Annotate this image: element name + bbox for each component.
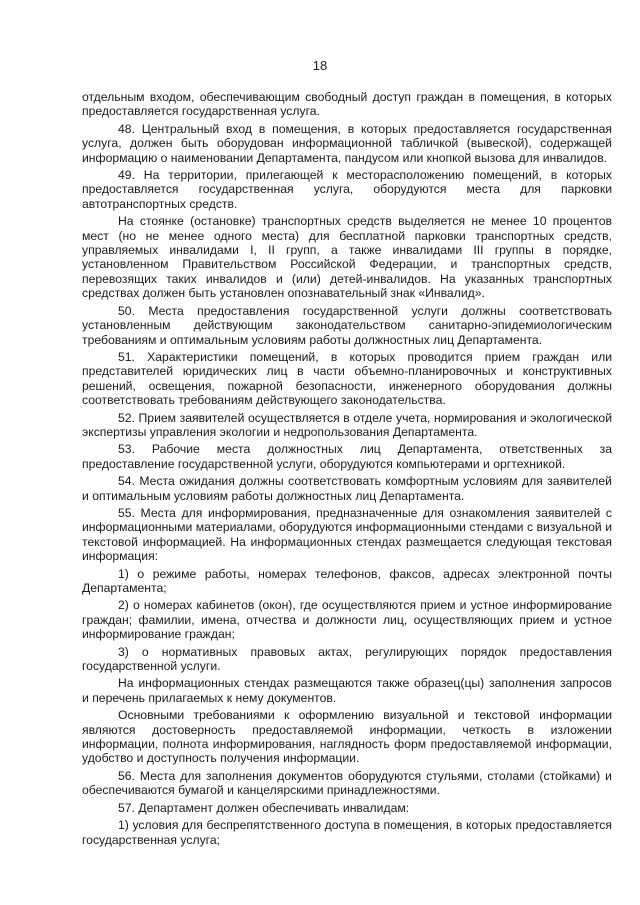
paragraph: 54. Места ожидания должны соответствовать комфортным условиям для заявителей и оптимальным условиям работы должностных лиц Департамента.: [82, 474, 612, 503]
paragraph: 52. Прием заявителей осуществляется в отделе учета, нормирования и экологической экспертизы управления экологии и недропользования Департамента.: [82, 410, 612, 439]
document-body: [82, 90, 612, 847]
paragraph: 56. Места для заполнения документов оборудуются стульями, столами (стойками) и обеспечиваются бумагой и канцелярскими принадлежностями.: [82, 768, 612, 798]
paragraph: На информационных стендах размещаются также образец(цы) заполнения запросов и перечень прилагаемых к нему документов.: [82, 676, 612, 705]
paragraph: 50. Места предоставления государственной услуги должны соответствовать установленным действующим законодательством санитарно-эпидемиологическим требованиям и оптимальным условиям работы должностных лиц Департамента.: [82, 303, 612, 347]
paragraph: 1) о режиме работы, номерах телефонов, факсов, адресах электронной почты Департамента;: [82, 566, 612, 595]
paragraph: Основными требованиями к оформлению визуальной и текстовой информации являются достоверность предоставляемой информации, четкость в изложении информации, полнота информирования, наглядность форм предоставляемой информации, удобство и доступность получения информации.: [82, 708, 612, 766]
paragraph: На стоянке (остановке) транспортных средств выделяется не менее 10 процентов мест (но не менее одного места) для бесплатной парковки транспортных средств, управляемых инвалидами I, II групп, а также инвалидами III группы в порядке, установленном Правительством Российской Федерации, и транспортных средств, перевозящих таких инвалидов и (или) детей-инвалидов. На указанных транспортных средствах должен быть установлен опознавательный знак «Инвалид».: [82, 214, 612, 301]
paragraph: 49. На территории, прилегающей к месторасположению помещений, в которых предоставляется государственная услуга, оборудуются места для парковки автотранспортных средств.: [82, 168, 612, 211]
paragraph: 1) условия для беспрепятственного доступа в помещения, в которых предоставляется государственная услуга;: [82, 818, 612, 847]
paragraph: отдельным входом, обеспечивающим свободный доступ граждан в помещения, в которых предоставляется государственная услуга.: [82, 90, 612, 119]
paragraph: 53. Рабочие места должностных лиц Департамента, ответственных за предоставление государственной услуги, оборудуются компьютерами и оргтехникой.: [82, 442, 612, 471]
paragraph: 51. Характеристики помещений, в которых проводится прием граждан или представителей юридических лиц в части объемно-планировочных и конструктивных решений, освещения, пожарной безопасности, инженерного оборудования должны соответствовать требованиям действующего законодательства.: [82, 349, 612, 408]
paragraph: 55. Места для информирования, предназначенные для ознакомления заявителей с информационными материалами, оборудуются информационными стендами с визуальной и текстовой информацией. На информационных стендах размещается следующая текстовая информация:: [82, 505, 612, 564]
paragraph: 57. Департамент должен обеспечивать инвалидам:: [118, 800, 410, 815]
paragraph: 48. Центральный вход в помещения, в которых предоставляется государственная услуга, должен быть оборудован информационной табличкой (вывеской), содержащей информацию о наименовании Департамента, пандусом или кнопкой вызова для инвалидов.: [82, 121, 612, 165]
paragraph: 3) о нормативных правовых актах, регулирующих порядок предоставления государственной услуги.: [82, 644, 612, 674]
paragraph: 2) о номерах кабинетов (окон), где осуществляются прием и устное информирование граждан; фамилии, имена, отчества и должности лиц, осуществляющих прием и устное информирование граждан;: [82, 598, 612, 642]
page-number: 18: [312, 58, 328, 73]
